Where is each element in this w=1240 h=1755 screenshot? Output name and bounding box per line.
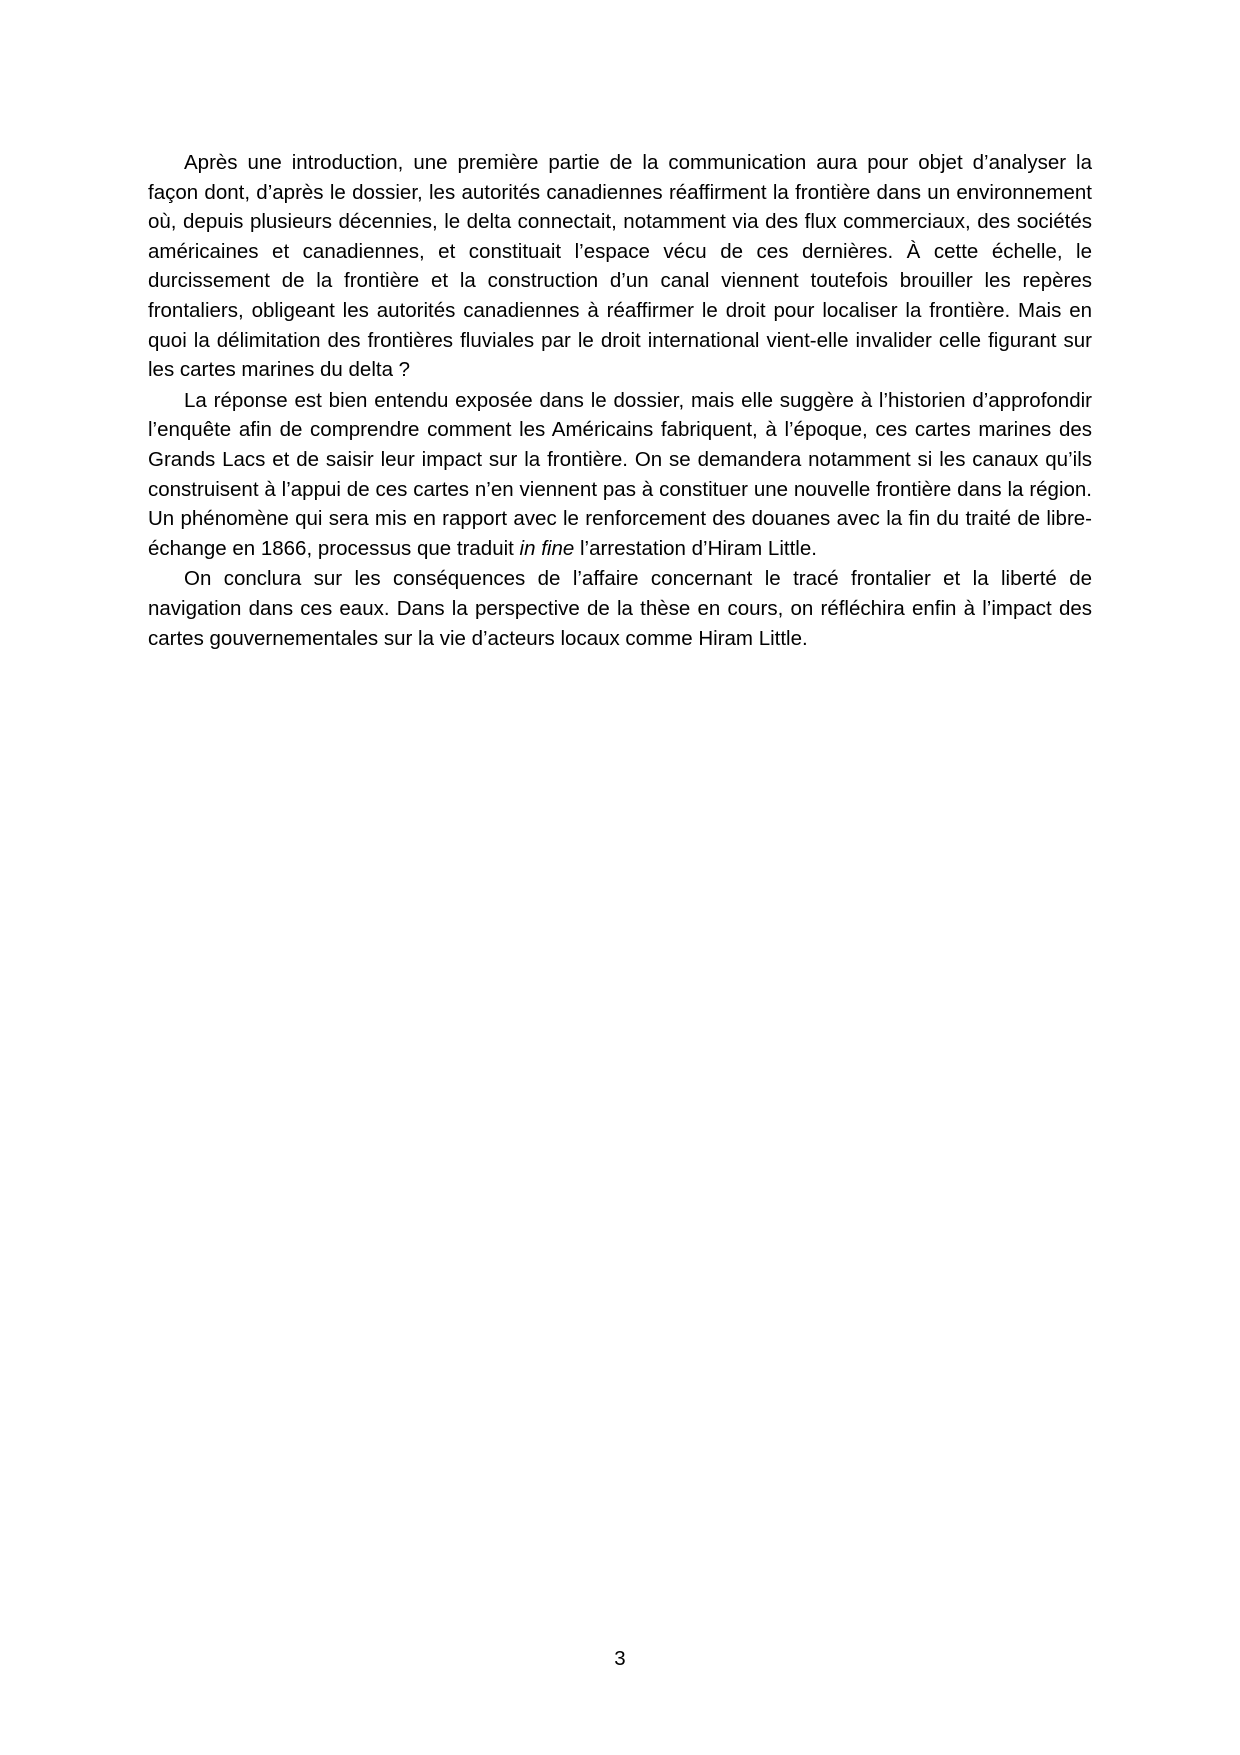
paragraph-reponse <box>148 386 1092 564</box>
paragraph-reponse-text-before: La réponse est bien entendu exposée dans le dossier, mais elle suggère à l’historien d’approfondir l’enquête afin de comprendre comment les Américains fabriquent, à l’époque, ces cartes marines des Grands Lacs et de saisir leur impact sur la frontière. On se demandera notamment si les canaux qu’ils construisent à l’appui de ces cartes n’en viennent pas à constituer une nouvelle frontière dans la région. Un phénomène qui sera mis en rapport avec le renforcement des douanes avec la fin du traité de libre-échange en 1866, processus que traduit <box>148 388 1092 560</box>
paragraph-reponse-text-after: l’arrestation d’Hiram Little. <box>574 536 817 560</box>
page-number: 3 <box>614 1647 626 1670</box>
italic-phrase: in fine <box>519 536 575 560</box>
paragraph-conclusion: On conclura sur les conséquences de l’affaire concernant le tracé frontalier et la liberté de navigation dans ces eaux. Dans la perspective de la thèse en cours, on réfléchira enfin à l’impact des cartes gouvernementales sur la vie d’acteurs locaux comme Hiram Little. <box>148 567 1092 650</box>
body-text <box>148 148 1092 653</box>
paragraph-introduction: Après une introduction, une première partie de la communication aura pour objet d’analyser la façon dont, d’après le dossier, les autorités canadiennes réaffirment la frontière dans un environnement où, depuis plusieurs décennies, le delta connectait, notamment via des flux commerciaux, des sociétés américaines et canadiennes, et constituait l’espace vécu de ces dernières. À cette échelle, le durcissement de la frontière et la construction d’un canal viennent toutefois brouiller les repères frontaliers, obligeant les autorités canadiennes à réaffirmer le droit pour localiser la frontière. Mais en quoi la délimitation des frontières fluviales par le droit international vient-elle invalider celle figurant sur les cartes marines du delta ? <box>148 151 1092 382</box>
